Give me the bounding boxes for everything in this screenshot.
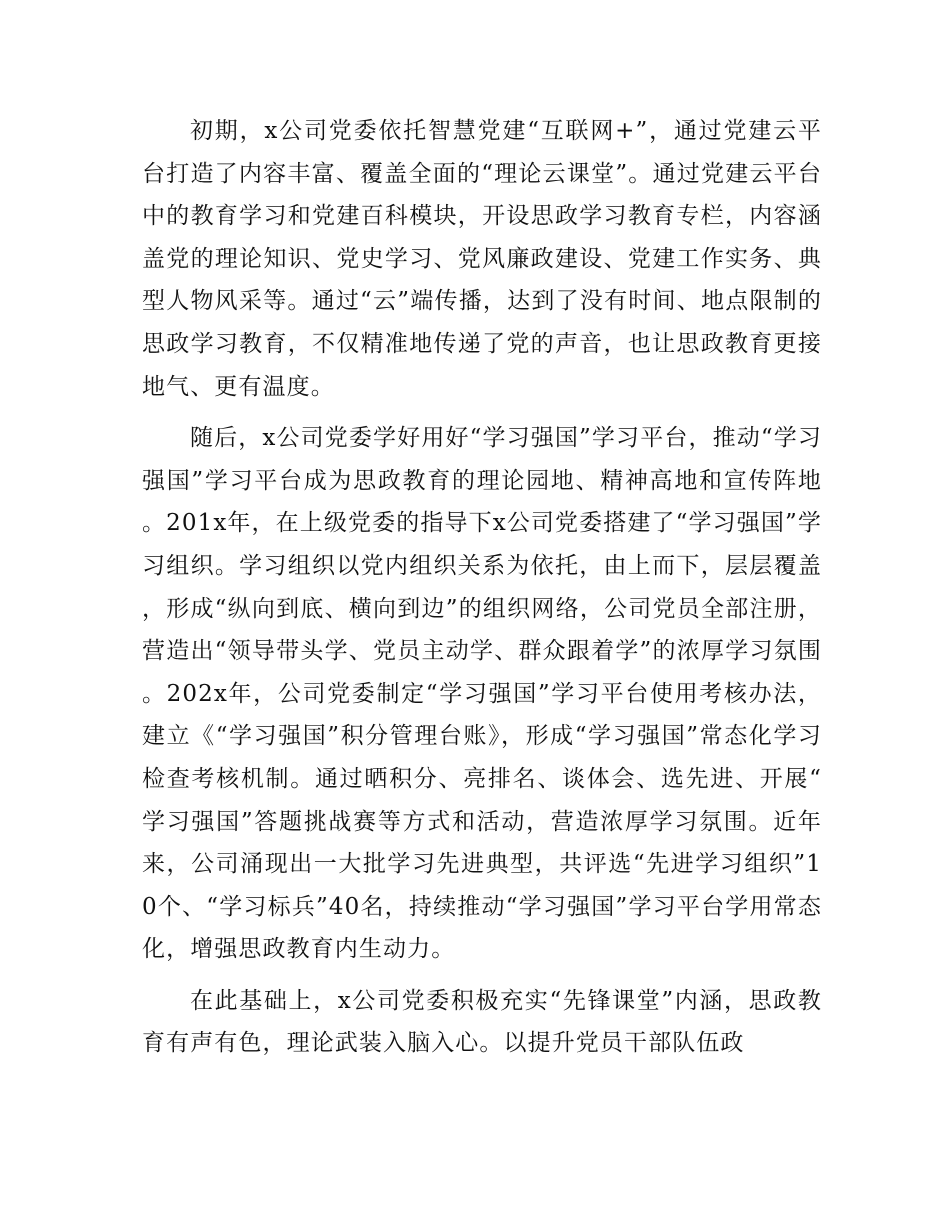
paragraph-2: 随后，x公司党委学好用好“学习强国”学习平台，推动“学习强国”学习平台成为思政教育的理论园地、精神高地和宣传阵地。201x年，在上级党委的指导下x公司党委搭建了“学习强国”学习组织。学习组织以党内组织关系为依托，由上而下，层层覆盖，形成“纵向到底、横向到边”的组织网络，公司党员全部注册，营造出“领导带头学、党员主动学、群众跟着学”的浓厚学习氛围。202x年，公司党委制定“学习强国”学习平台使用考核办法，建立《“学习强国”积分管理台账》，形成“学习强国”常态化学习检查考核机制。通过晒积分、亮排名、谈体会、选先进、开展“学习强国”答题挑战赛等方式和活动，营造浓厚学习氛围。近年来，公司涌现出一大批学习先进典型，共评选“先进学习组织”10个、“学习标兵”40名，持续推动“学习强国”学习平台学用常态化，增强思政教育内生动力。 xyxy=(142,425,822,963)
paragraph-1: 初期，x公司党委依托智慧党建“互联网+”，通过党建云平台打造了内容丰富、覆盖全面的“理论云课堂”。通过党建云平台中的教育学习和党建百科模块，开设思政学习教育专栏，内容涵盖党的理论知识、党史学习、党风廉政建设、党建工作实务、典型人物风采等。通过“云”端传播，达到了没有时间、地点限制的思政学习教育，不仅精准地传递了党的声音，也让思政教育更接地气、更有温度。 xyxy=(142,118,822,400)
document-body xyxy=(142,110,822,1074)
paragraph-3: 在此基础上，x公司党委积极充实“先锋课堂”内涵，思政教育有声有色，理论武装入脑入心。以提升党员干部队伍政 xyxy=(142,987,822,1057)
